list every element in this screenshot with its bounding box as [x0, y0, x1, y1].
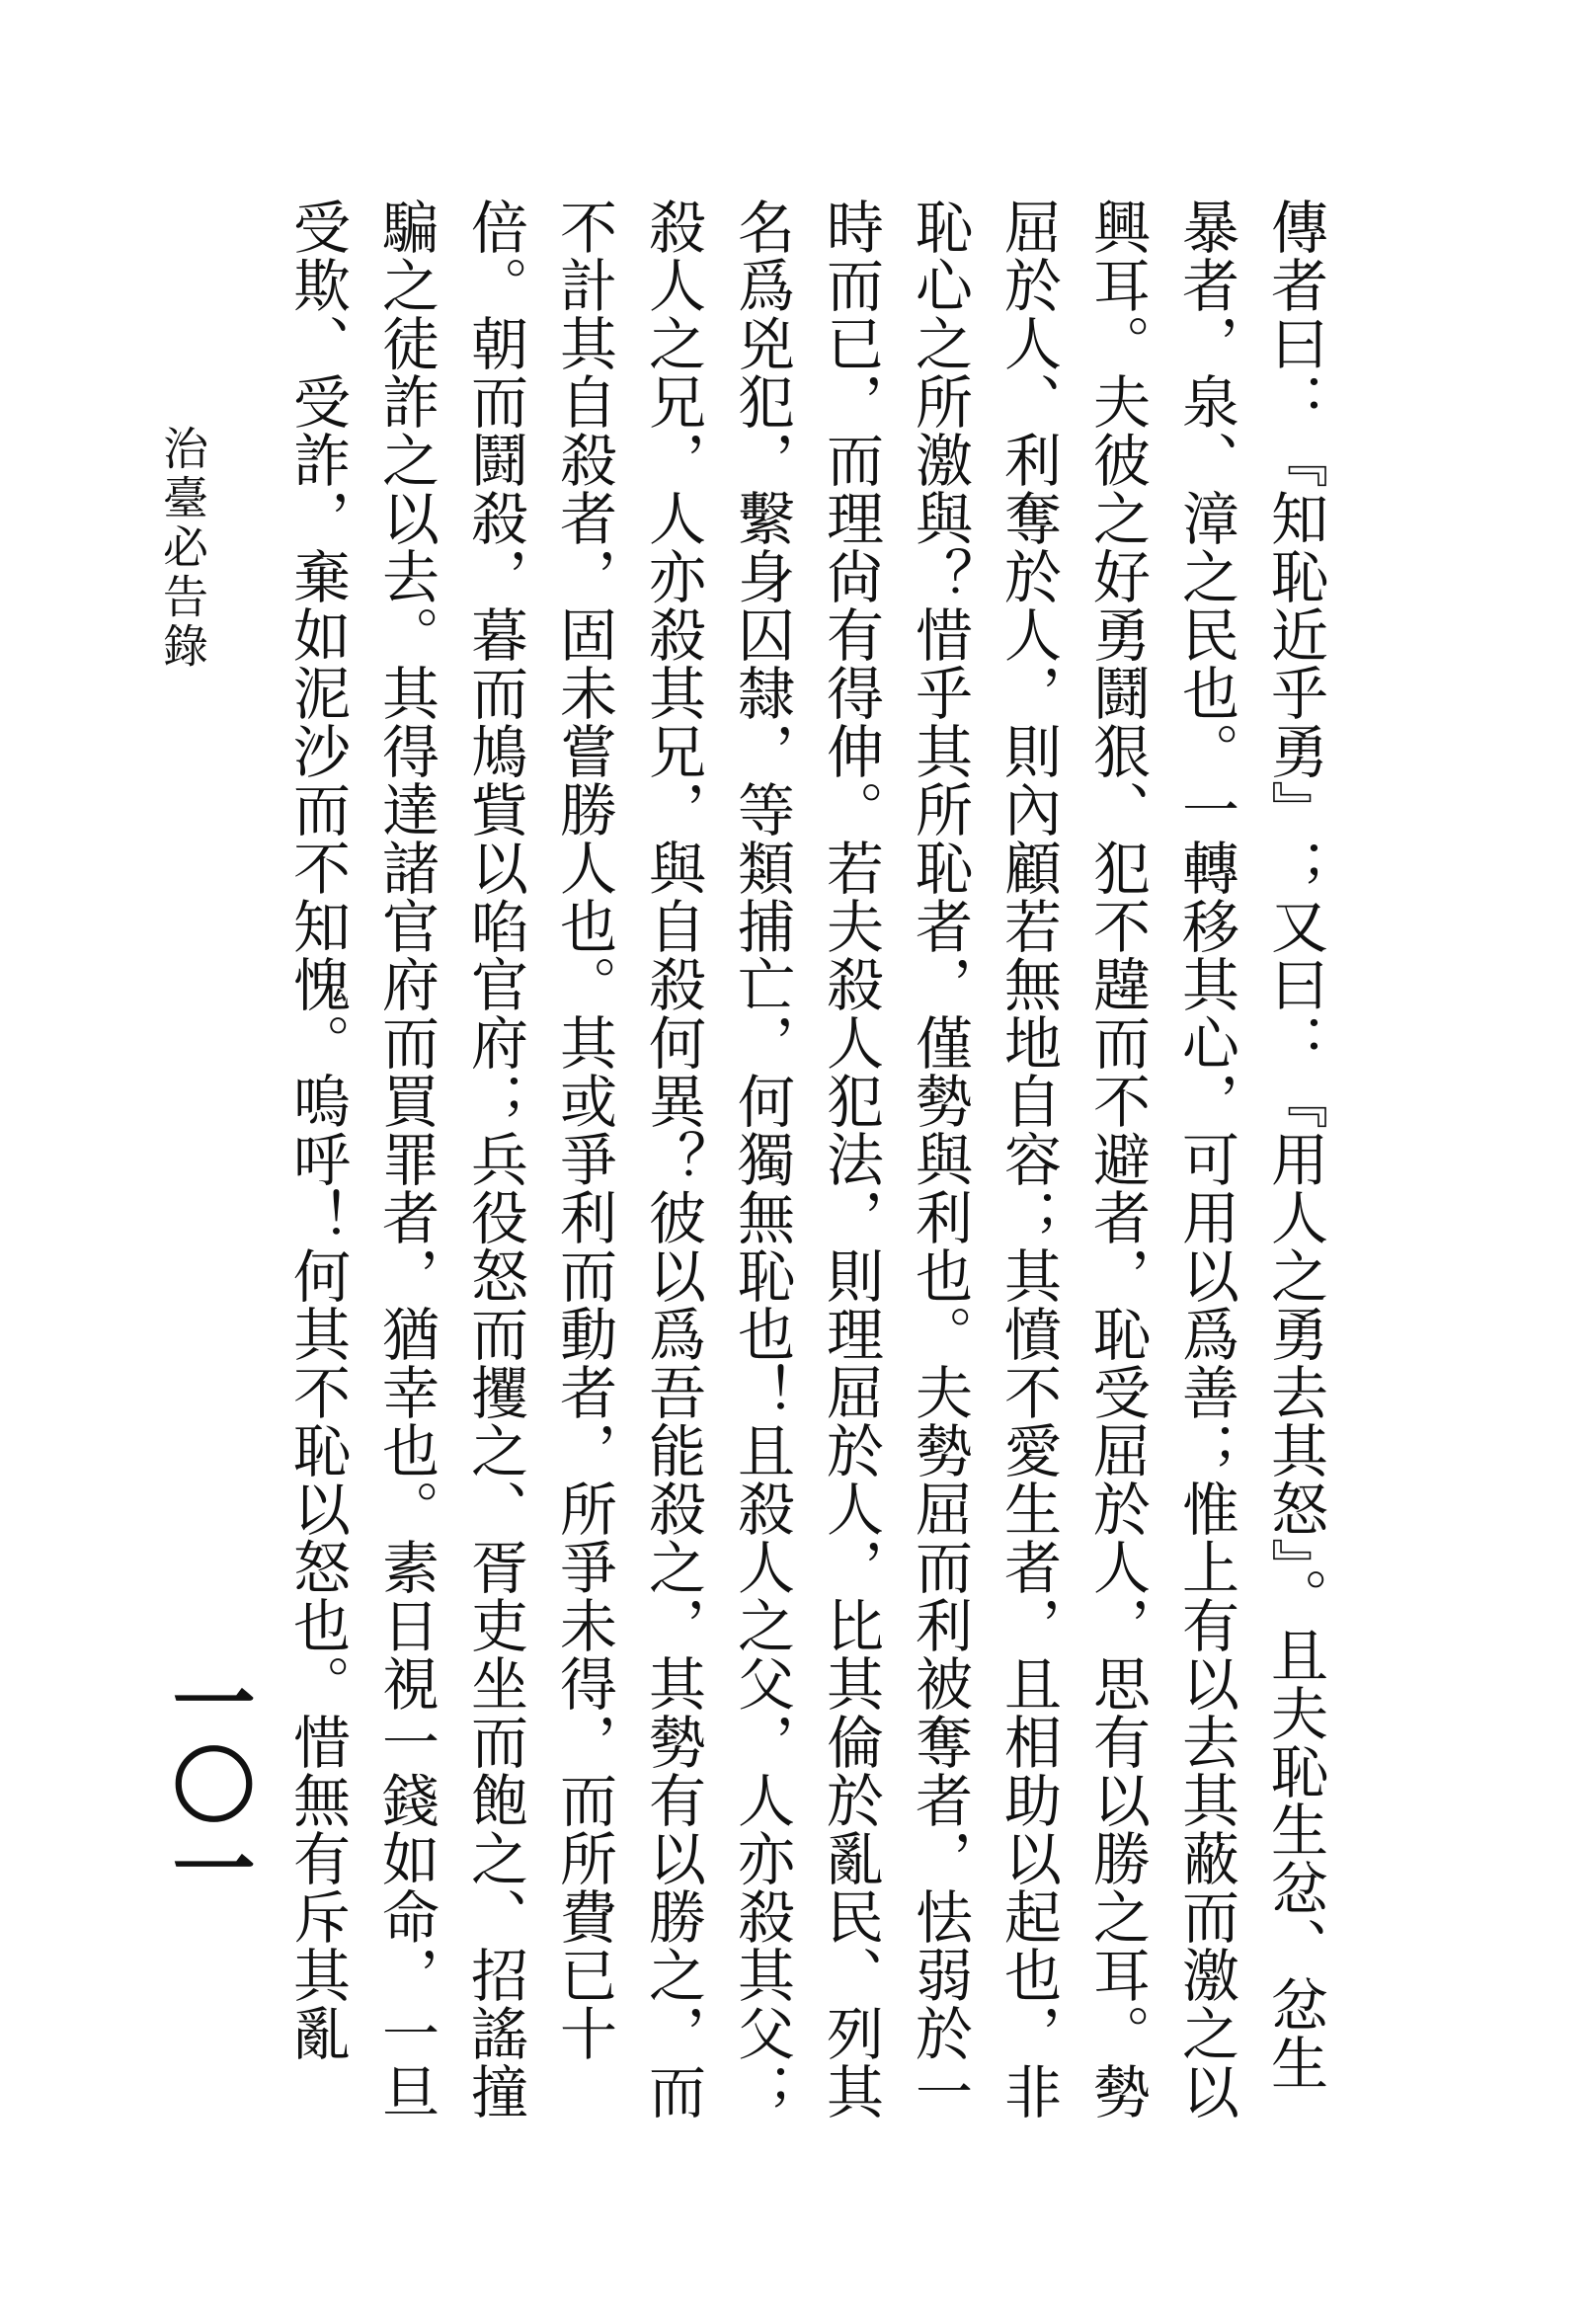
book-title: 治臺必告錄	[156, 425, 209, 672]
page-number: 一〇一	[159, 1659, 257, 1908]
vertical-text-body	[273, 198, 1339, 2123]
paragraph-1: 傳者曰：『知恥近乎勇』；又曰：『用人之勇去其怒』。且夫恥生忿、忿生暴者，泉、漳之民也。一轉移其心，可用以爲善；惟上有以去其蔽而激之以興耳。夫彼之好勇鬪狠、犯不韙而不避者，恥受屈於人，思有以勝之耳。勢屈於人、利奪於人，則內顧若無地自容；其憤不愛生者，且相助以起也，非恥心之所激與？惜乎其所恥者，僅勢與利也。夫勢屈而利被奪者，怯弱於一時而已，而理尙有得伸。若夫殺人犯法，則理屈於人，比其倫於亂民、列其名爲兇犯，繫身囚隸，等類捕亡，何獨無恥也！且殺人之父，人亦殺其父；殺人之兄，人亦殺其兄，與自殺何異？彼以爲吾能殺之，其勢有以勝之，而不計其自殺者，固未嘗勝人也。其或爭利而動者，所爭未得，而所費已十倍。朝而鬪殺，暮而鳩貲以啗官府；兵役怒而攫之、胥吏坐而飽之、招謠撞騙之徒詐之以去。其得達諸官府而買罪者，猶幸也。素日視一錢如命，一旦受欺、受詐，棄如泥沙而不知愧。嗚呼！何其不恥以怒也。惜無有斥其亂	[283, 198, 1328, 2121]
